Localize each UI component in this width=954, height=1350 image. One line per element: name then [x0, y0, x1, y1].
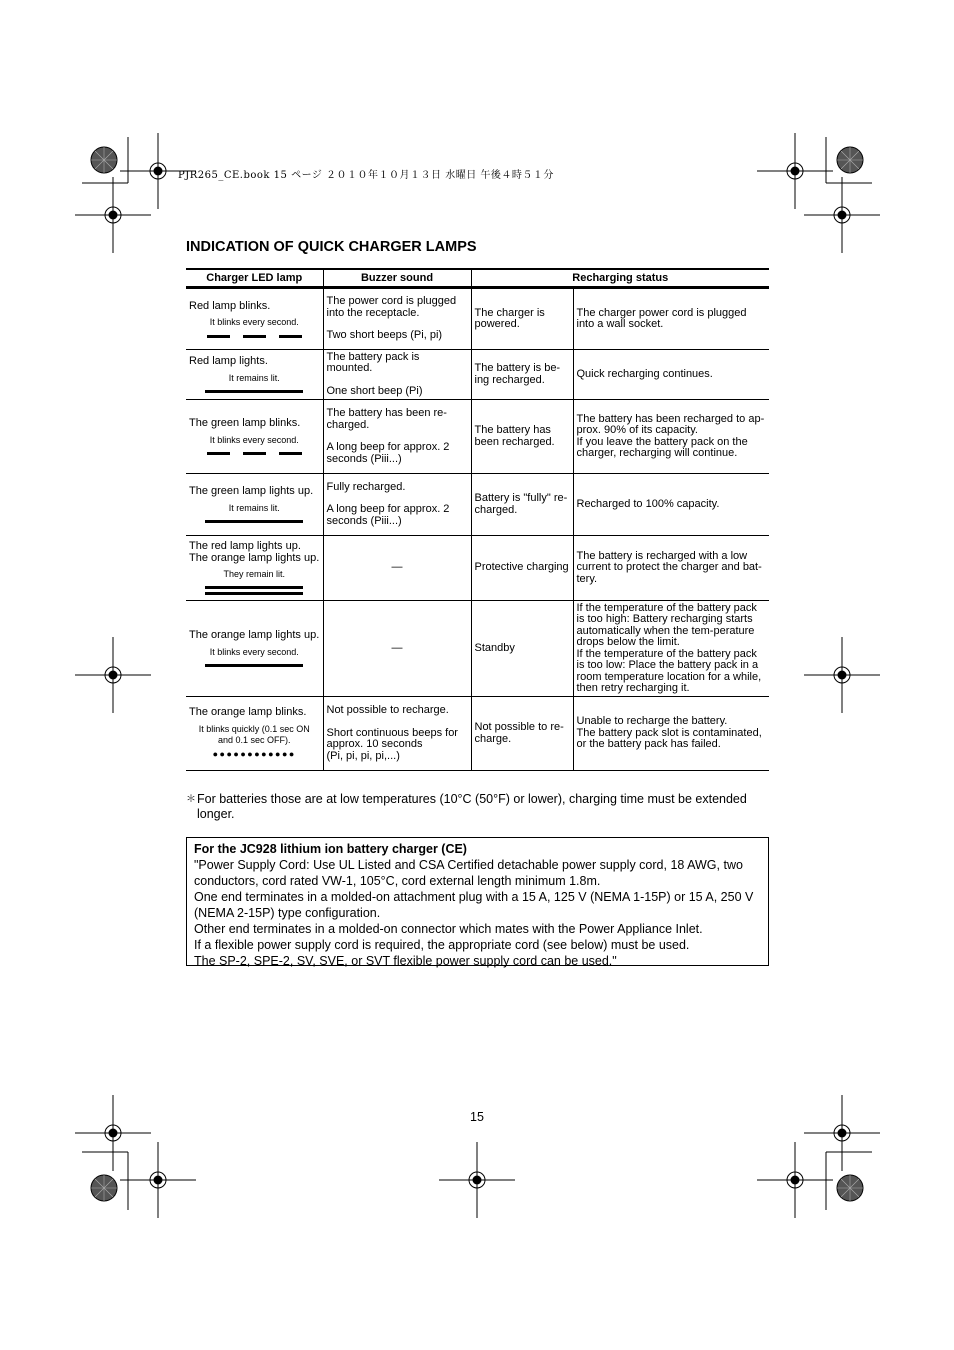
- lit-indicator: [205, 520, 303, 523]
- detail-cell: The charger power cord is plugged into a wall socket.: [573, 288, 769, 350]
- status-cell: The battery has been recharged.: [471, 400, 573, 474]
- buzzer-cell: Not possible to recharge. Short continuous beeps for approx. 10 seconds (Pi, pi, pi, pi,...): [323, 697, 471, 771]
- lit-indicator: [205, 664, 303, 667]
- temperature-note: [186, 792, 769, 822]
- led-cell: The red lamp lights up. The orange lamp lights up. They remain lit.: [186, 536, 323, 601]
- buzzer-cell: The battery pack is mounted. One short beep (Pi): [323, 350, 471, 400]
- header-led: Charger LED lamp: [186, 269, 323, 288]
- led-cell: The orange lamp blinks. It blinks quickly (0.1 sec ON and 0.1 sec OFF). ●●●●●●●●●●●●: [186, 697, 323, 771]
- table-row: [186, 697, 769, 771]
- buzzer-cell: —: [323, 536, 471, 601]
- lit-indicator: [205, 592, 303, 595]
- status-cell: The charger is powered.: [471, 288, 573, 350]
- led-cell: The green lamp blinks. It blinks every second.: [186, 400, 323, 474]
- table-row: [186, 536, 769, 601]
- status-cell: Protective charging: [471, 536, 573, 601]
- status-cell: Standby: [471, 601, 573, 697]
- notice-line: The SP-2, SPE-2, SV, SVE, or SVT flexible power supply cord can be used.": [194, 954, 617, 968]
- charger-lamp-table: [186, 268, 769, 771]
- detail-cell: Recharged to 100% capacity.: [573, 474, 769, 536]
- table-row: [186, 400, 769, 474]
- quick-blink-indicator: ●●●●●●●●●●●●: [212, 748, 296, 759]
- lit-indicator: [205, 586, 303, 589]
- table-header-row: [186, 269, 769, 288]
- led-cell: The orange lamp lights up. It blinks every second.: [186, 601, 323, 697]
- blink-indicator: [189, 452, 320, 455]
- notice-line: Other end terminates in a molded-on connector which mates with the Power Appliance Inlet.: [194, 922, 703, 936]
- page-number: 15: [470, 1110, 484, 1124]
- led-cell: Red lamp blinks. It blinks every second.: [186, 288, 323, 350]
- detail-cell: Quick recharging continues.: [573, 350, 769, 400]
- note-text: For batteries those are at low temperatures (10°C (50°F) or lower), charging time must be extended longer.: [197, 792, 747, 821]
- blink-indicator: [189, 335, 320, 338]
- lit-indicator: [205, 390, 303, 393]
- table-row: [186, 350, 769, 400]
- notice-line: One end terminates in a molded-on attachment plug with a 15 A, 125 V (NEMA 1-15P) or 15 A, 250 V (NEMA 2-15P) type configuration.: [194, 890, 754, 920]
- detail-cell: Unable to recharge the battery. The battery pack slot is contaminated, or the battery pack has failed.: [573, 697, 769, 771]
- status-cell: Battery is "fully" re-charged.: [471, 474, 573, 536]
- status-cell: The battery is be-ing recharged.: [471, 350, 573, 400]
- buzzer-cell: The power cord is plugged into the receptacle. Two short beeps (Pi, pi): [323, 288, 471, 350]
- table-row: [186, 474, 769, 536]
- power-cord-notice: [186, 837, 769, 966]
- buzzer-cell: Fully recharged. A long beep for approx. 2 seconds (Piii...): [323, 474, 471, 536]
- print-header: PJR265_CE.book 15 ページ ２０１０年１０月１３日 水曜日 午後４時５１分: [178, 170, 554, 181]
- status-cell: Not possible to re-charge.: [471, 697, 573, 771]
- asterisk-icon: ＊: [186, 794, 196, 805]
- detail-cell: The battery is recharged with a low current to protect the charger and bat-tery.: [573, 536, 769, 601]
- header-status: Recharging status: [471, 269, 769, 288]
- buzzer-cell: The battery has been re-charged. A long beep for approx. 2 seconds (Piii...): [323, 400, 471, 474]
- page-title: INDICATION OF QUICK CHARGER LAMPS: [186, 239, 477, 255]
- table-row: [186, 601, 769, 697]
- notice-line: "Power Supply Cord: Use UL Listed and CSA Certified detachable power supply cord, 18 AWG, two conductors, cord rated VW-1, 105°C, cord external length minimum 1.8m.: [194, 858, 743, 888]
- detail-cell: If the temperature of the battery pack is too high: Battery recharging starts automatically when the tem-perature drops below the limit. If the temperature of the battery pack is too low: Place the battery pack in a room temperature location for a while, then retry recharging it.: [573, 601, 769, 697]
- led-cell: Red lamp lights. It remains lit.: [186, 350, 323, 400]
- buzzer-cell: —: [323, 601, 471, 697]
- table-row: [186, 288, 769, 350]
- led-cell: The green lamp lights up. It remains lit.: [186, 474, 323, 536]
- notice-title: For the JC928 lithium ion battery charger (CE): [194, 842, 467, 856]
- header-buzzer: Buzzer sound: [323, 269, 471, 288]
- notice-line: If a flexible power supply cord is required, the appropriate cord (see below) must be used.: [194, 938, 690, 952]
- detail-cell: The battery has been recharged to ap-prox. 90% of its capacity. If you leave the battery pack on the charger, recharging will continue.: [573, 400, 769, 474]
